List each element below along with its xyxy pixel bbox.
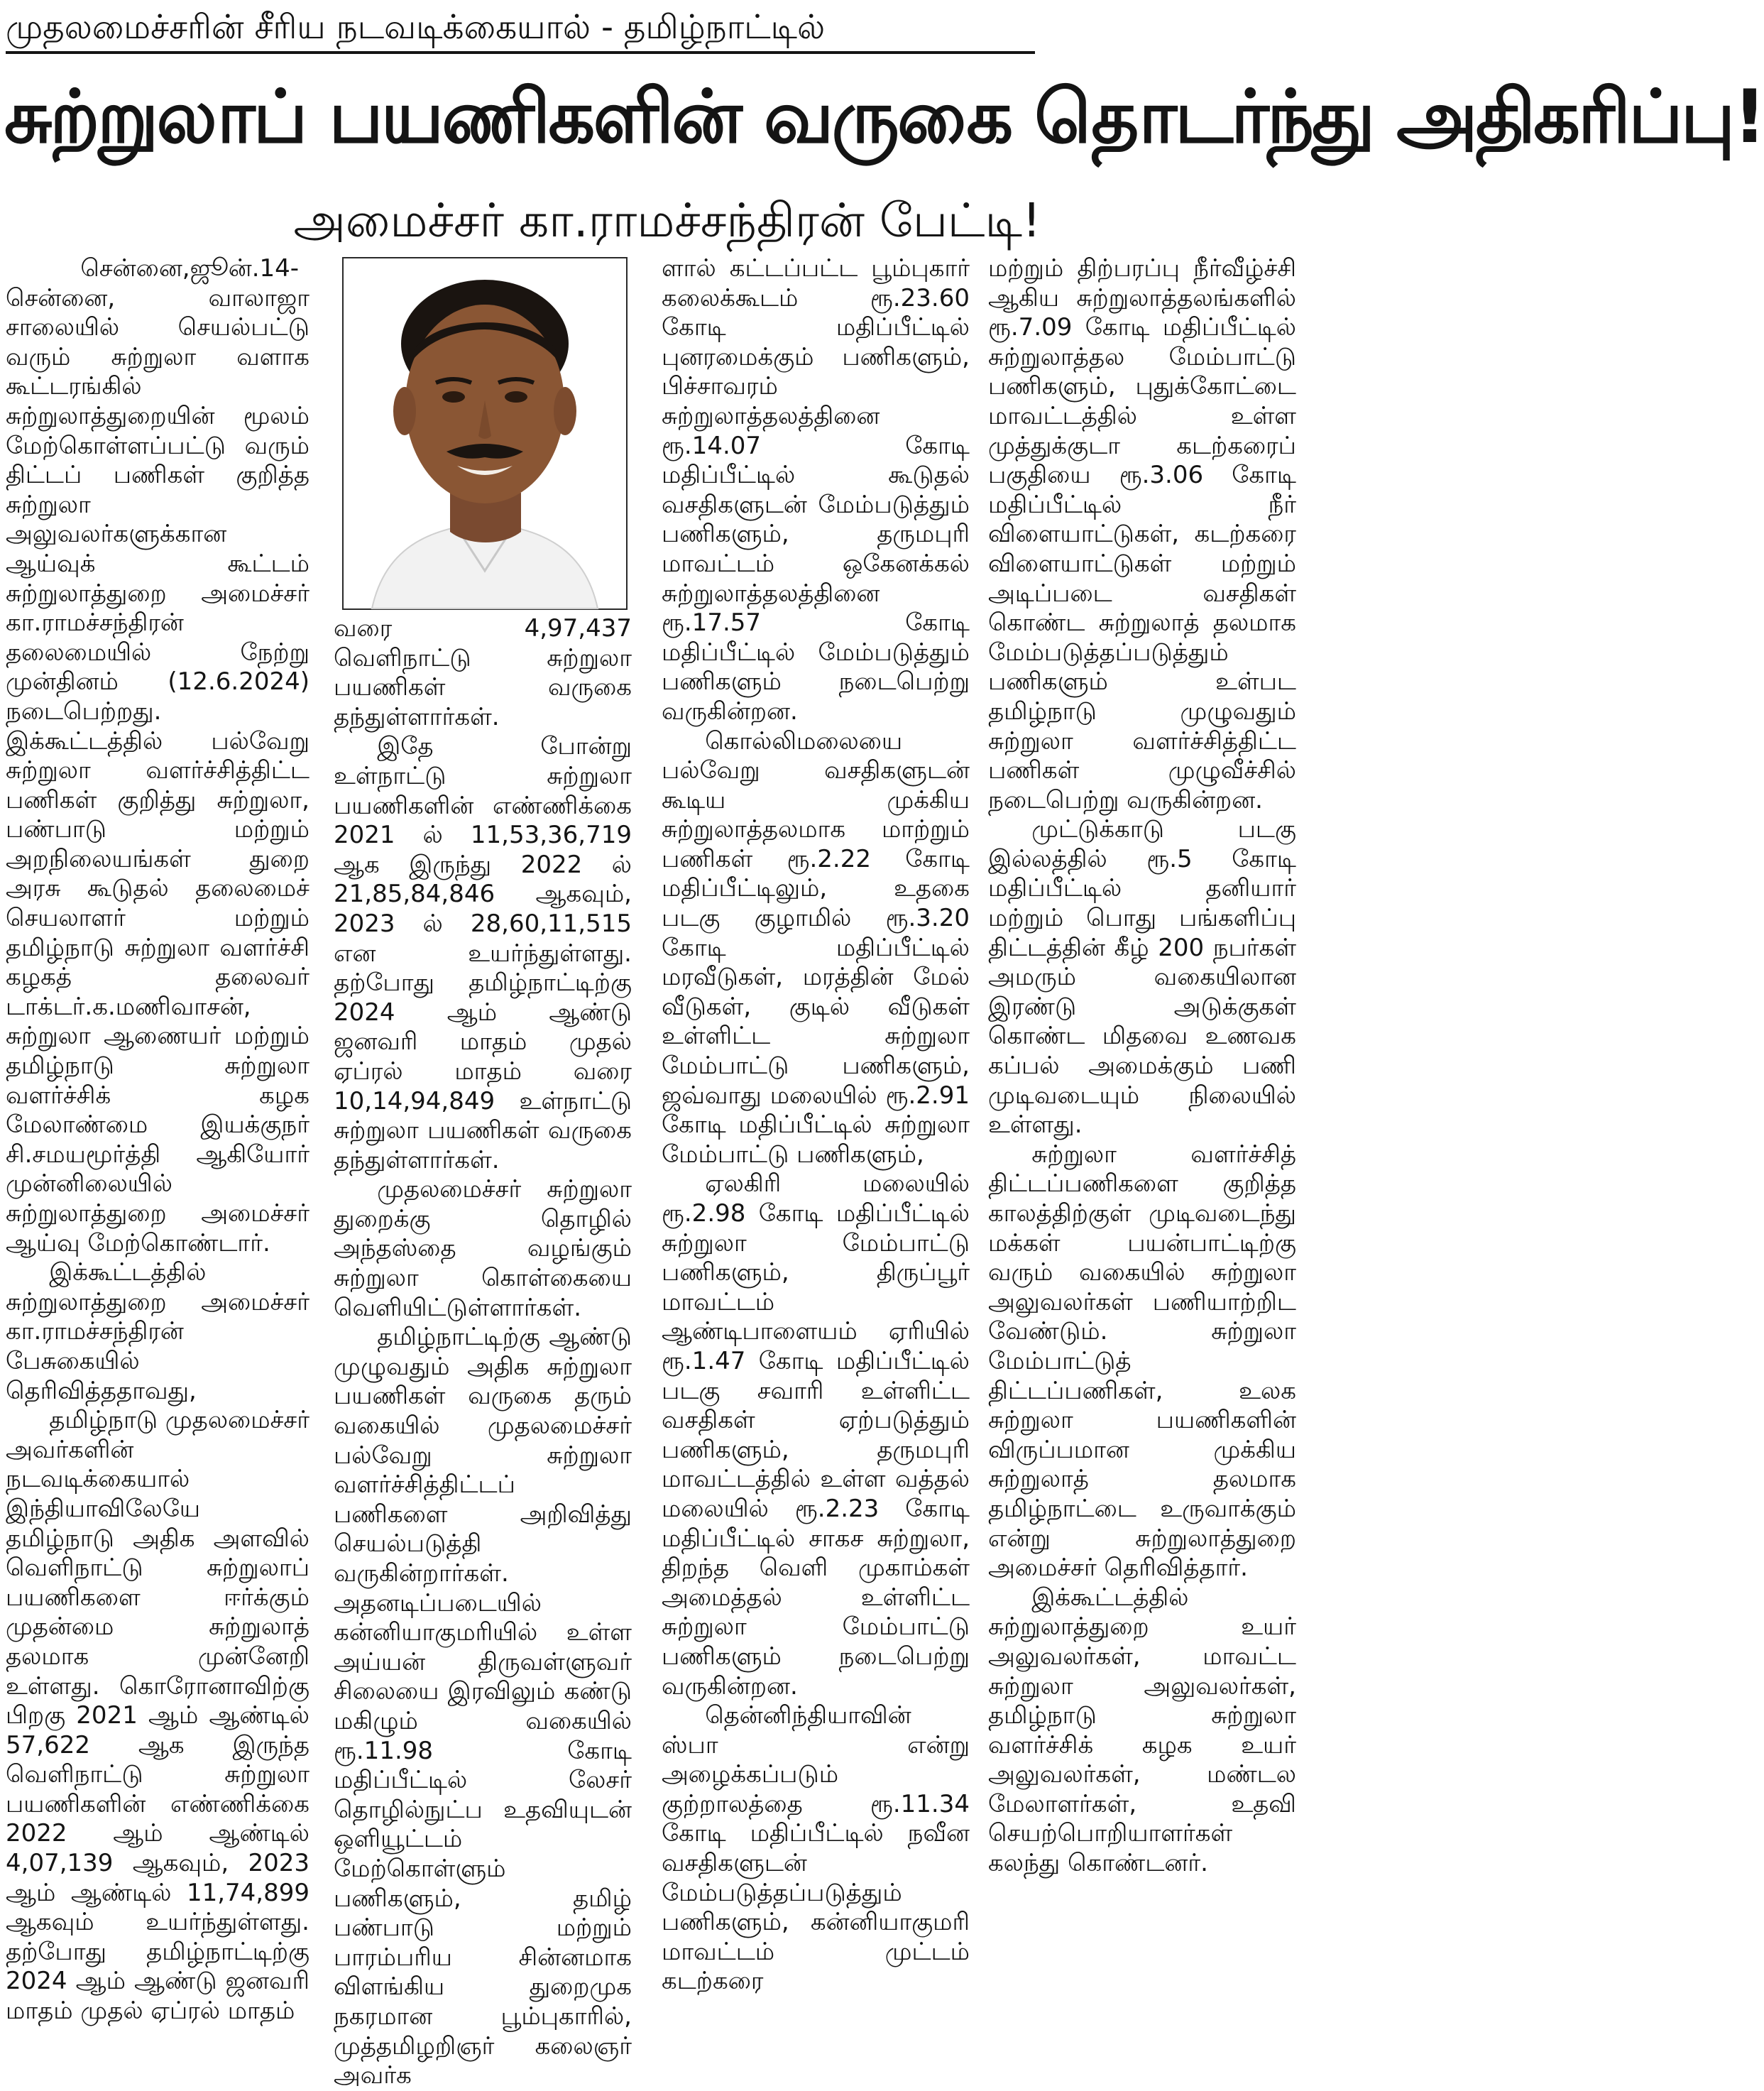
paragraph: இக்கூட்டத்தில் சுற்றுலாத்துறை அமைச்சர் கா.ராமச்சந்திரன் பேசுகையில் தெரிவித்ததாவது, bbox=[6, 1258, 309, 1405]
paragraph: மற்றும் திற்பரப்பு நீர்வீழ்ச்சி ஆகிய சுற்றுலாத்தலங்களில் ரூ.7.09 கோடி மதிப்பீட்டில் சுற்றுலாத்தல மேம்பாட்டு பணிகளும், புதுக்கோட்டை மாவட்டத்தில் உள்ள முத்துக்குடா கடற்கரைப் பகுதியை ரூ.3.06 கோடி மதிப்பீட்டில் நீர் விளையாட்டுகள், கடற்கரை விளையாட்டுகள் மற்றும் அடிப்படை வசதிகள் கொண்ட சுற்றுலாத் தலமாக மேம்படுத்தப்படுத்தும் பணிகளும் உள்பட தமிழ்நாடு முழுவதும் சுற்றுலா வளர்ச்சித்திட்ட பணிகள் முழுவீச்சில் நடைபெற்று வருகின்றன. bbox=[988, 254, 1296, 814]
paragraph: கொல்லிமலையை பல்வேறு வசதிகளுடன் கூடிய முக்கிய சுற்றுலாத்தலமாக மாற்றும் பணிகள் ரூ.2.22 கோடி மதிப்பீட்டிலும், உதகை படகு குழாமில் ரூ.3.20 கோடி மதிப்பீட்டில் மரவீடுகள், மரத்தின் மேல் வீடுகள், குடில் வீடுகள் உள்ளிட்ட சுற்றுலா மேம்பாட்டு பணிகளும், ஜவ்வாது மலையில் ரூ.2.91 கோடி மதிப்பீட்டில் சுற்றுலா மேம்பாட்டு பணிகளும், bbox=[662, 726, 970, 1169]
minister-photo bbox=[342, 257, 628, 610]
paragraph: ஏலகிரி மலையில் ரூ.2.98 கோடி மதிப்பீட்டில் சுற்றுலா மேம்பாட்டு பணிகளும், திருப்பூர் மாவட்டம் ஆண்டிபாளையம் ஏரியில் ரூ.1.47 கோடி மதிப்பீட்டில் படகு சவாரி உள்ளிட்ட வசதிகள் ஏற்படுத்தும் பணிகளும், தருமபுரி மாவட்டத்தில் உள்ள வத்தல் மலையில் ரூ.2.23 கோடி மதிப்பீட்டில் சாகச சுற்றுலா, திறந்த வெளி முகாம்கள் அமைத்தல் உள்ளிட்ட சுற்றுலா மேம்பாட்டு பணிகளும் நடைபெற்று வருகின்றன. bbox=[662, 1169, 970, 1700]
headline: சுற்றுலாப் பயணிகளின் வருகை தொடர்ந்து அதிகரிப்பு! bbox=[4, 75, 1764, 160]
paragraph: ளால் கட்டப்பட்ட பூம்புகார் கலைக்கூடம் ரூ.23.60 கோடி மதிப்பீட்டில் புனரமைக்கும் பணிகளும், பிச்சாவரம் சுற்றுலாத்தலத்தினை ரூ.14.07 கோடி மதிப்பீட்டில் கூடுதல் வசதிகளுடன் மேம்படுத்தும் பணிகளும், தருமபுரி மாவட்டம் ஒகேனக்கல் சுற்றுலாத்தலத்தினை ரூ.17.57 கோடி மதிப்பீட்டில் மேம்படுத்தும் பணிகளும் நடைபெற்று வருகின்றன. bbox=[662, 254, 970, 726]
paragraph: இக்கூட்டத்தில் சுற்றுலாத்துறை உயர் அலுவலர்கள், மாவட்ட சுற்றுலா அலுவலர்கள், தமிழ்நாடு சுற்றுலா வளர்ச்சிக் கழக உயர் அலுவலர்கள், மண்டல மேலாளர்கள், உதவி செயற்பொறியாளர்கள் கலந்து கொண்டனர். bbox=[988, 1583, 1296, 1878]
paragraph: தமிழ்நாடு முதலமைச்சர் அவர்களின் நடவடிக்கையால் இந்தியாவிலேயே தமிழ்நாடு அதிக அளவில் வெளிநாட்டு சுற்றுலாப் பயணிகளை ஈர்க்கும் முதன்மை சுற்றுலாத் தலமாக முன்னேறி உள்ளது. கொரோனாவிற்கு பிறகு 2021 ஆம் ஆண்டில் 57,622 ஆக இருந்த வெளிநாட்டு சுற்றுலா பயணிகளின் எண்ணிக்கை 2022 ஆம் ஆண்டில் 4,07,139 ஆகவும், 2023 ஆம் ஆண்டில் 11,74,899 ஆகவும் உயர்ந்துள்ளது. தற்போது தமிழ்நாட்டிற்கு 2024 ஆம் ஆண்டு ஜனவரி மாதம் முதல் ஏப்ரல் மாதம் bbox=[6, 1406, 309, 2026]
paragraph: தமிழ்நாட்டிற்கு ஆண்டு முழுவதும் அதிக சுற்றுலா பயணிகள் வருகை தரும் வகையில் முதலமைச்சர் பல்வேறு சுற்றுலா வளர்ச்சித்திட்டப் பணிகளை அறிவித்து செயல்படுத்தி வருகின்றார்கள். அதனடிப்படையில் கன்னியாகுமரியில் உள்ள அய்யன் திருவள்ளுவர் சிலையை இரவிலும் கண்டு மகிழும் வகையில் ரூ.11.98 கோடி மதிப்பீட்டில் லேசர் தொழில்நுட்ப உதவியுடன் ஒளியூட்டம் மேற்கொள்ளும் பணிகளும், தமிழ் பண்பாடு மற்றும் பாரம்பரிய சின்னமாக விளங்கிய துறைமுக நகரமான பூம்புகாரில், முத்தமிழறிஞர் கலைஞர் அவர்க bbox=[334, 1323, 632, 2090]
paragraph: முதலமைச்சர் சுற்றுலா துறைக்கு தொழில் அந்தஸ்தை வழங்கும் சுற்றுலா கொள்கையை வெளியிட்டுள்ளார்கள். bbox=[334, 1175, 632, 1322]
paragraph: வரை 4,97,437 வெளிநாட்டு சுற்றுலா பயணிகள் வருகை தந்துள்ளார்கள். bbox=[334, 614, 632, 731]
column-2 bbox=[334, 614, 632, 2090]
subheadline: அமைச்சர் கா.ராமச்சந்திரன் பேட்டி! bbox=[293, 193, 1041, 248]
paragraph: சென்னை, வாலாஜா சாலையில் செயல்பட்டு வரும் சுற்றுலா வளாக கூட்டரங்கில் சுற்றுலாத்துறையின் மூலம் மேற்கொள்ளப்பட்டு வரும் திட்டப் பணிகள் குறித்த சுற்றுலா அலுவலர்களுக்கான ஆய்வுக் கூட்டம் சுற்றுலாத்துறை அமைச்சர் கா.ராமச்சந்திரன் தலைமையில் நேற்று முன்தினம் (12.6.2024) நடைபெற்றது. இக்கூட்டத்தில் பல்வேறு சுற்றுலா வளர்ச்சித்திட்ட பணிகள் குறித்து சுற்றுலா, பண்பாடு மற்றும் அறநிலையங்கள் துறை அரசு கூடுதல் தலைமைச் செயலாளர் மற்றும் தமிழ்நாடு சுற்றுலா வளர்ச்சி கழகத் தலைவர் டாக்டர்.க.மணிவாசன், சுற்றுலா ஆணையர் மற்றும் தமிழ்நாடு சுற்றுலா வளர்ச்சிக் கழக மேலாண்மை இயக்குநர் சி.சமயமூர்த்தி ஆகியோர் முன்னிலையில் சுற்றுலாத்துறை அமைச்சர் ஆய்வு மேற்கொண்டார். bbox=[6, 283, 309, 1257]
column-4 bbox=[988, 254, 1296, 1909]
paragraph: முட்டுக்காடு படகு இல்லத்தில் ரூ.5 கோடி மதிப்பீட்டில் தனியார் மற்றும் பொது பங்களிப்பு திட்டத்தின் கீழ் 200 நபர்கள் அமரும் வகையிலான இரண்டு அடுக்குகள் கொண்ட மிதவை உணவக கப்பல் அமைக்கும் பணி முடிவடையும் நிலையில் உள்ளது. bbox=[988, 815, 1296, 1140]
dateline: சென்னை,ஜூன்.14- bbox=[80, 254, 300, 283]
kicker-line: முதலமைச்சரின் சீரிய நடவடிக்கையால் - தமிழ்நாட்டில் bbox=[6, 4, 1035, 54]
column-1 bbox=[6, 254, 309, 2026]
paragraph: இதே போன்று உள்நாட்டு சுற்றுலா பயணிகளின் எண்ணிக்கை 2021 ல் 11,53,36,719 ஆக இருந்து 2022 ல் 21,85,84,846 ஆகவும், 2023 ல் 28,60,11,515 என உயர்ந்துள்ளது. தற்போது தமிழ்நாட்டிற்கு 2024 ஆம் ஆண்டு ஜனவரி மாதம் முதல் ஏப்ரல் மாதம் வரை 10,14,94,849 உள்நாட்டு சுற்றுலா பயணிகள் வருகை தந்துள்ளார்கள். bbox=[334, 732, 632, 1174]
paragraph: சுற்றுலா வளர்ச்சித் திட்டப்பணிகளை குறித்த காலத்திற்குள் முடிவடைந்து மக்கள் பயன்பாட்டிற்கு வரும் வகையில் சுற்றுலா அலுவலர்கள் பணியாற்றிட வேண்டும். சுற்றுலா மேம்பாட்டுத் திட்டப்பணிகள், உலக சுற்றுலா பயணிகளின் விருப்பமான முக்கிய சுற்றுலாத் தலமாக தமிழ்நாட்டை உருவாக்கும் என்று சுற்றுலாத்துறை அமைச்சர் தெரிவித்தார். bbox=[988, 1140, 1296, 1583]
paragraph: தென்னிந்தியாவின் ஸ்பா என்று அழைக்கப்படும் குற்றாலத்தை ரூ.11.34 கோடி மதிப்பீட்டில் நவீன வசதிகளுடன் மேம்படுத்தப்படுத்தும் பணிகளும், கன்னியாகுமரி மாவட்டம் முட்டம் கடற்கரை bbox=[662, 1701, 970, 1996]
column-3 bbox=[662, 254, 970, 1996]
portrait-illustration bbox=[344, 258, 626, 608]
